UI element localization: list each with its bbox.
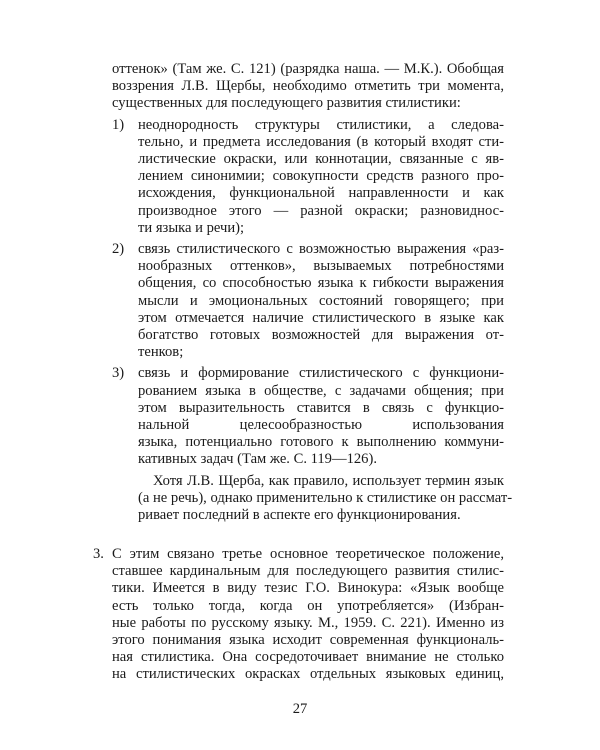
intro-line: оттенок» (Там же. С. 121) (разрядка наша. — М.К.). Обобщая bbox=[112, 61, 504, 77]
list-item-line: производное этого — разной окраски; разновиднос- bbox=[138, 202, 504, 219]
page-number: 27 bbox=[292, 700, 308, 717]
section-line: ставшее кардинальным для последующего развития стилис- bbox=[112, 563, 504, 580]
intro-line: существенных для последующего развития стилистики: bbox=[112, 95, 461, 112]
list-item-line: ти языка и речи); bbox=[138, 219, 245, 236]
list-item-line: этом отмечается наличие стилистического в языке как bbox=[138, 309, 504, 326]
paragraph-line: Хотя Л.В. Щерба, как правило, использует термин язык bbox=[153, 472, 504, 489]
list-item-line: листические окраски, или коннотации, связанные с яв- bbox=[138, 151, 504, 167]
list-item-line: рованием языка в обществе, с задачами общения; при bbox=[138, 382, 504, 399]
list-item-line: общения, со способностью языка к гибкости выражения bbox=[138, 275, 504, 292]
section-line: ные работы по русскому языку. М., 1959. С. 221). Именно из bbox=[112, 614, 504, 631]
section-line: С этим связано третье основное теоретическое положение, bbox=[112, 546, 504, 562]
list-item-line: этом выразительность ставится в связь с функцио- bbox=[138, 399, 504, 416]
list-item-line: связь и формирование стилистического с функциони- bbox=[138, 365, 504, 382]
list-item-line: кативных задач (Там же. С. 119—126). bbox=[138, 451, 377, 468]
list-item-line: тенков; bbox=[138, 344, 184, 361]
list-item-line: нальной целесообразностью использования bbox=[138, 417, 504, 433]
section-line: этого понимания языка исходит современная функциональ- bbox=[112, 632, 504, 648]
list-item-line: лением синонимии; совокупности средств разного про- bbox=[138, 168, 504, 185]
list-item-line: связь стилистического с возможностью выражения «раз- bbox=[138, 241, 504, 257]
section-line: тики. Имеется в виду тезис Г.О. Винокура: «Язык вообще bbox=[112, 580, 504, 597]
list-item-line: нообразных оттенков», вызываемых потребностями bbox=[138, 258, 504, 275]
list-marker-2: 2) bbox=[112, 241, 125, 257]
section-line: на стилистических окрасках отдельных языковых единиц, bbox=[112, 666, 504, 683]
list-item-line: неоднородность структуры стилистики, а следова- bbox=[138, 116, 504, 133]
intro-line: воззрения Л.В. Щербы, необходимо отметить три момента, bbox=[112, 78, 504, 95]
list-marker-3: 3) bbox=[112, 365, 125, 382]
section-line: есть только тогда, когда он употребляется» (Избран- bbox=[112, 597, 504, 614]
paragraph-line: (а не речь), однако применительно к стилистике он рассмат- bbox=[138, 489, 513, 506]
list-item-line: мысли и эмоциональных состояний говорящего; при bbox=[138, 292, 504, 309]
list-item-line: исхождения, функциональной направленности и как bbox=[138, 185, 504, 202]
list-marker-1: 1) bbox=[112, 116, 125, 133]
list-item-line: богатство готовых возможностей для выражения от- bbox=[138, 327, 504, 343]
section-number: 3. bbox=[93, 546, 104, 562]
list-item-line: языка, потенциально готового к выполнению коммуни- bbox=[138, 434, 504, 451]
paragraph-line: ривает последний в аспекте его функционирования. bbox=[138, 507, 461, 523]
list-item-line: тельно, и предмета исследования (в который входят сти- bbox=[138, 133, 504, 150]
section-line: ная стилистика. Она сосредоточивает внимание не столько bbox=[112, 649, 504, 666]
